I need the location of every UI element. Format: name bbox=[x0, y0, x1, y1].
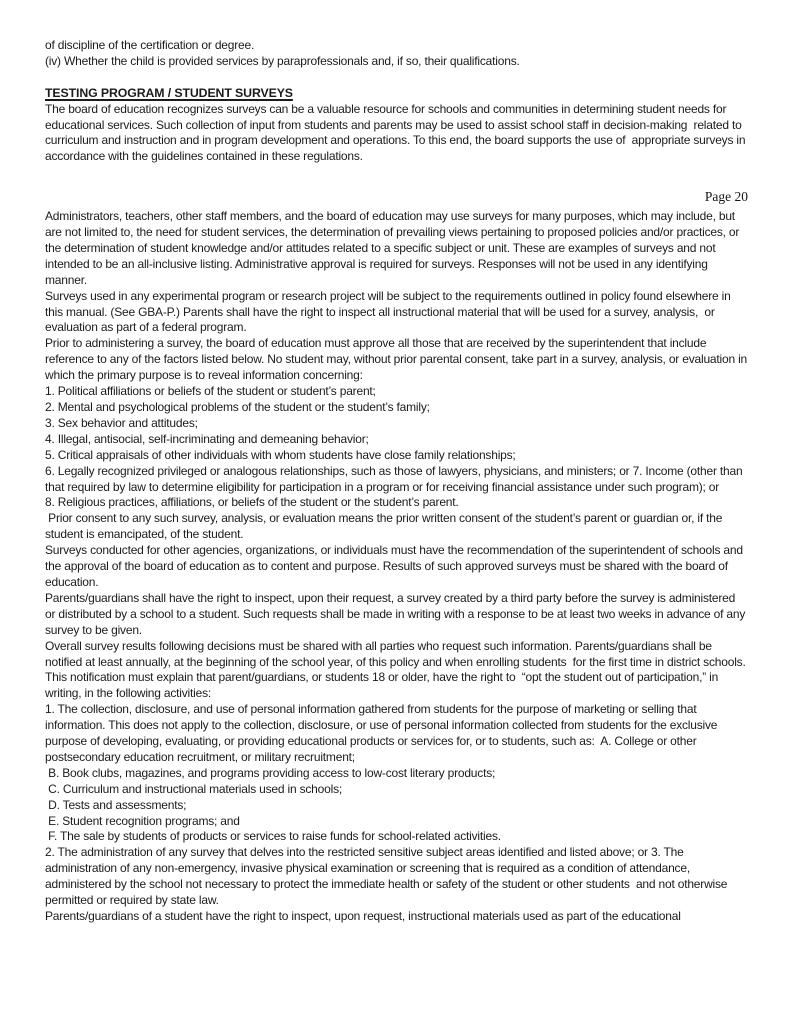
document-content bbox=[45, 38, 751, 925]
list-item: B. Book clubs, magazines, and programs providing access to low-cost literary products; bbox=[45, 765, 496, 780]
list-item: 6. Legally recognized privileged or analogous relationships, such as those of lawyers, physicians, and ministers; or 7. Income (other than that required by law to determine eligibility for participation in a program or for receiving financial assistance under such program); or bbox=[45, 463, 746, 494]
list-item: 3. Sex behavior and attitudes; bbox=[45, 415, 198, 430]
list-item: 5. Critical appraisals of other individuals with whom students have close family relationships; bbox=[45, 447, 516, 462]
list-item: F. The sale by students of products or services to raise funds for school-related activities. bbox=[45, 829, 501, 844]
list-item: E. Student recognition programs; and bbox=[45, 813, 240, 828]
list-item: 1. The collection, disclosure, and use of personal information gathered from students for the purpose of marketing or selling that information. This does not apply to the collection, disclosure, or use of personal information collected from students for the exclusive purpose of developing, evaluating, or providing educational products or services for, or to students, such as: A. College or other postsecondary education recruitment, or military recruitment; bbox=[45, 702, 721, 764]
list-item: 2. Mental and psychological problems of the student or the student’s family; bbox=[45, 400, 430, 415]
section-heading: TESTING PROGRAM / STUDENT SURVEYS bbox=[45, 85, 293, 100]
body-paragraph: Parents/guardians of a student have the right to inspect, upon request, instructional materials used as part of the educational bbox=[45, 909, 681, 924]
body-paragraph: Parents/guardians shall have the right to inspect, upon their request, a survey created by a third party before the survey is administered or distributed by a school to a student. Such requests shall be made in writing with a response to be at least two weeks in advance of any survey to be given. bbox=[45, 590, 749, 637]
intro-line: (iv) Whether the child is provided services by paraprofessionals and, if so, their qualifications. bbox=[45, 53, 520, 68]
list-item: 8. Religious practices, affiliations, or beliefs of the student or the student’s parent. bbox=[45, 495, 459, 510]
intro-paragraph: The board of education recognizes surveys can be a valuable resource for schools and communities in determining student needs for educational services. Such collection of input from students and parents may be used to assist school staff in decision-making related to curriculum and instruction and in program development and operations. To this end, the board supports the use of appropriate surveys in accordance with the guidelines contained in these regulations. bbox=[45, 101, 749, 164]
body-paragraph: Surveys used in any experimental program or research project will be subject to the requirements outlined in policy found elsewhere in this manual. (See GBA-P.) Parents shall have the right to inspect all instructional material that will be used for a survey, analysis, or evaluation as part of a federal program. bbox=[45, 288, 734, 335]
body-paragraph: Prior consent to any such survey, analysis, or evaluation means the prior written consent of the student’s parent or guardian or, if the student is emancipated, of the student. bbox=[45, 511, 726, 542]
list-item: D. Tests and assessments; bbox=[45, 797, 187, 812]
body-paragraph: Administrators, teachers, other staff members, and the board of education may use surveys for many purposes, which may include, but are not limited to, the need for student services, the determination of prevailing views pertaining to proposed policies and/or practices, or the determination of student knowledge and/or attitudes related to a specific subject or unit. These are examples of surveys and not intended to be an all-inclusive listing. Administrative approval is required for surveys. Responses will not be used in any identifying manner. bbox=[45, 209, 743, 287]
list-item: 4. Illegal, antisocial, self-incriminating and demeaning behavior; bbox=[45, 431, 369, 446]
body-paragraph: Prior to administering a survey, the board of education must approve all those that are received by the superintendent that include reference to any of the factors listed below. No student may, without prior parental consent, take part in a survey, analysis, or evaluation in which the primary purpose is to reveal information concerning: bbox=[45, 336, 751, 383]
list-item: 1. Political affiliations or beliefs of the student or student’s parent; bbox=[45, 384, 376, 399]
body-paragraph: Surveys conducted for other agencies, organizations, or individuals must have the recommendation of the superintendent of schools and the approval of the board of education as to content and purpose. Results of such approved surveys must be shared with the board of education. bbox=[45, 543, 746, 589]
body-paragraph: 2. The administration of any survey that delves into the restricted sensitive subject areas identified and listed above; or 3. The administration of any non-emergency, invasive physical examination or screening that is required as a condition of attendance, administered by the school not necessary to protect the immediate health or safety of the student or other students and not otherwise permitted or required by state law. bbox=[45, 845, 731, 908]
list-item: C. Curriculum and instructional materials used in schools; bbox=[45, 781, 343, 796]
page-number-label: Page 20 bbox=[704, 189, 748, 205]
body-paragraph: Overall survey results following decisions must be shared with all parties who request such information. Parents/guardians shall be notified at least annually, at the beginning of the school year, of this policy and when enrolling students for the first time in district schools. This notification must explain that parent/guardians, or students 18 or older, have the right to “opt the student out of participation,” in writing, in the following activities: bbox=[45, 638, 749, 701]
intro-line: of discipline of the certification or degree. bbox=[45, 38, 255, 52]
